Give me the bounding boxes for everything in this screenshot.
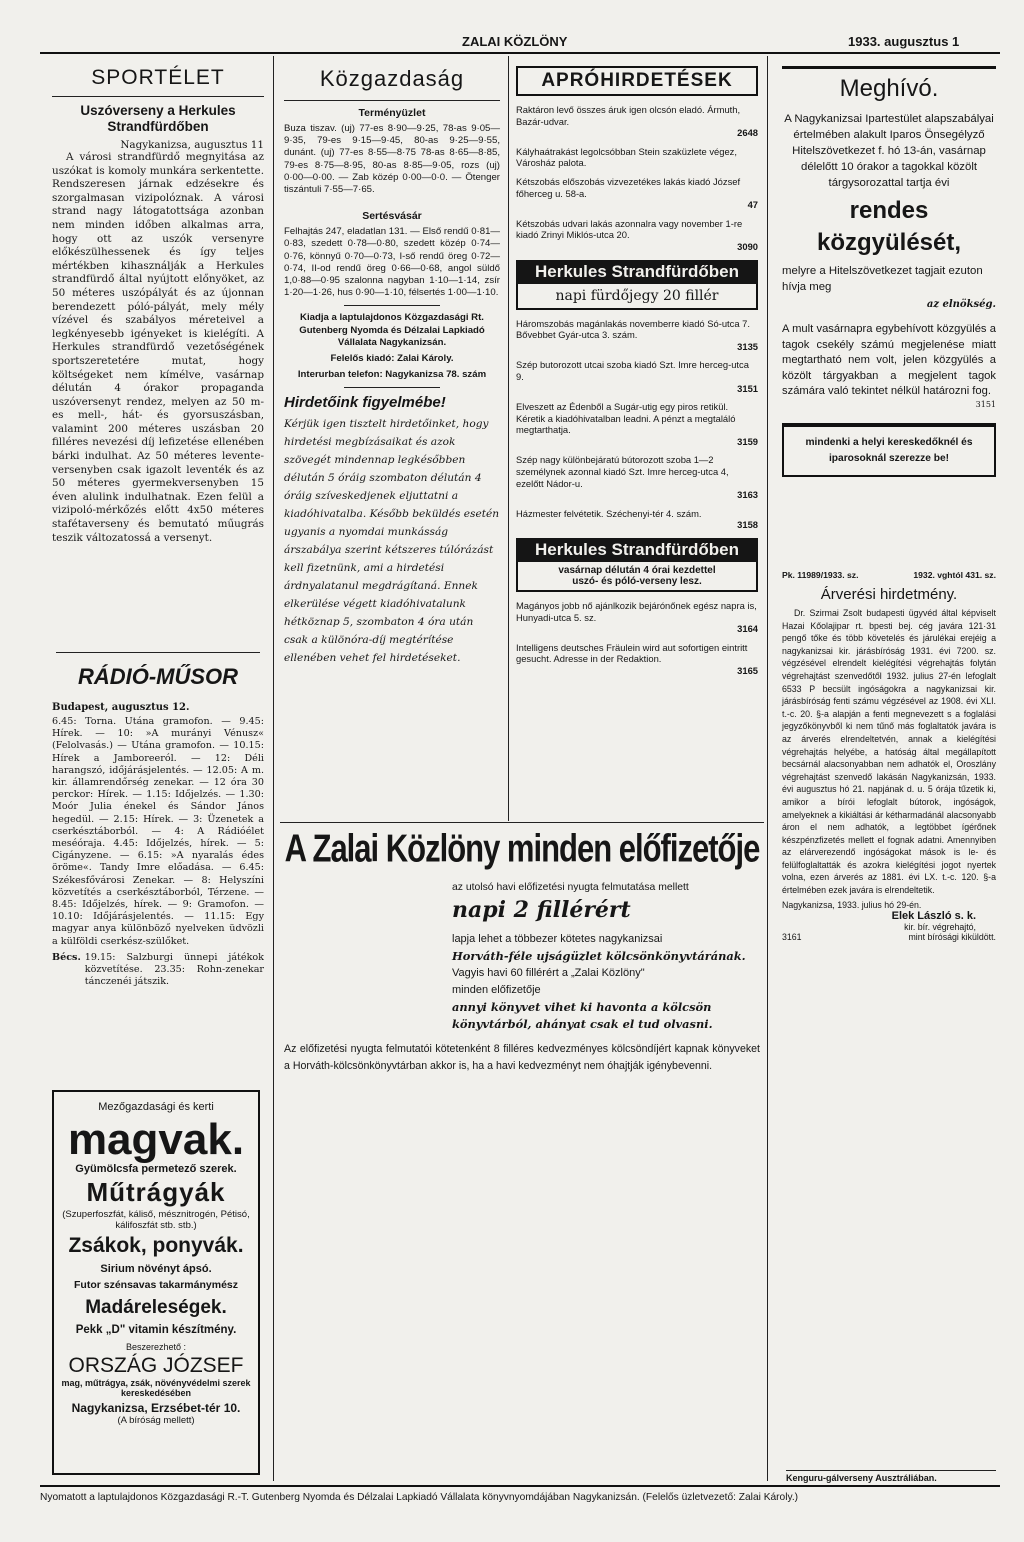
subscription-line: lapja lehet a többezer kötetes nagykanizsai (452, 933, 663, 945)
publisher: Kiadja a laptulajdonos Közgazdasági Rt. Gutenberg Nyomda és Délzalai Lapkiadó Vállalata Nagykanizsán. (299, 312, 485, 348)
issue-date: 1933. augusztus 1 (848, 34, 960, 49)
article-title: Uszóverseny a Herkules (80, 103, 236, 118)
kenguru-note: Kenguru-gálverseny Ausztráliában. (786, 1470, 996, 1483)
section-title: SPORTÉLET (91, 66, 225, 89)
imprint: Nyomatott a laptulajdonos Közgazdasági R.-T. Gutenberg Nyomda és Délzalai Lapkiadó Vállalata könyvnyomdájában Nagykanizsán. (Felelős üzletvezető: Zalai Károly.) (40, 1492, 799, 1503)
subscription-line: annyi könyvet vihet ki havonta a kölcsön könyvtárból, ahányat csak el tud olvasni. (452, 1000, 713, 1031)
program-text: 19.15: Salzburgi ünnepi játékok közvetítése. 23.35: Rohn-zenekar tánczenéi játszik. (84, 951, 264, 988)
divider (284, 100, 500, 101)
classified-ad: Magányos jobb nő ajánlkozik bejárónőnek egész napra is, Hunyadi-utca 5. sz. 3164 (516, 600, 758, 635)
signature: az elnökség. (926, 299, 996, 310)
classified-ad: Raktáron levő összes áruk igen olcsón eladó. Ármuth, Bazár-udvar. 2648 (516, 104, 758, 139)
ad-line: Sirium növényt ápsó. (100, 1263, 212, 1275)
classified-ad: Háromszobás magánlakás novemberre kiadó Só-utca 7. Bővebbet Gyár-utca 3. szám. 3135 (516, 317, 758, 352)
ad-headline: Zsákok, ponyvák. (68, 1234, 244, 1257)
meeting-notice (782, 66, 996, 485)
ad-line: Gyümölcsfa permetező szerek. (75, 1163, 237, 1175)
ad-line: Futor szénsavas takarmánymész (74, 1279, 238, 1291)
divider (344, 305, 440, 306)
subsection-title: Sertésvásár (362, 210, 422, 223)
classified-ad: Házmester felvétetik. Széchenyi-tér 4. szám. 3158 (516, 507, 758, 531)
ad-line: mag, műtrágya, zsák, növényvédelmi szerek kereskedésében (61, 1378, 251, 1398)
case-number: Pk. 11989/1933. sz. (782, 570, 859, 580)
column-rule (767, 56, 768, 1481)
running-head (0, 34, 1024, 50)
race-line: vasárnap délután 4 órai kezdettel (558, 565, 716, 577)
notice-body: melyre a Hitelszövetkezet tagjait ezuton hívja meg (782, 265, 983, 293)
herkules-race-box (516, 562, 758, 592)
divider (56, 652, 260, 653)
program-text: 6.45: Torna. Utána gramofon. — 9.45: Hírek. — 10: »A murányi Vénusz« (Felolvasás.) — Utána gramofon. — 10.15: Hírek a Jamboreeról. — 12: Déli harangszó, időjárásjelentés. — 12.05: A m. kir. államrendőrség zenekar. — 12 óra 30 perckor: Hírek. — 1.15: Időjelzés. — 1.30: Moór Julia énekel és Sándor János hegedül. — 2.15: Hírek. — 3: Üzenetek a cserkésztáborból. — 4: A Rádióélet meséóraja. 4.45: Időjelzés, hírek. — 5: Cigányzene. — 6.15: »A nyaralás édes öröme«. Tandy Imre előadása. — 6.45: Székesfővárosi Zenekar. — 8: Helyszíni közvetítés a cserkésztáborból, Térzene. — 8.45: Időjelzés, hírek. — 9: Gramofon. — 10.10: Időjárásjelentés. — 11.15: Egy magyar anya különböző nyelveken üdvözli a külföldi cserkész-szülőket. (52, 716, 264, 947)
classified-ad: Elveszett az Édenből a Sugár-utig egy piros retikül. Kéretik a kiadóhivatalban leadni. A pénzt a megtaláló megtarthatja. 3159 (516, 401, 758, 447)
divider (782, 66, 996, 69)
classified-ad: Intelligens deutsches Fräulein wird aut sofortigen eintritt gesucht. Adresse in der Redaktion. 3165 (516, 641, 758, 676)
signer: Elek László s. k. (891, 909, 976, 922)
notice-title: Hirdetőink figyelmébe! (284, 394, 446, 412)
ad-headline: Madáreleségek. (85, 1297, 227, 1318)
ad-headline: Műtrágyák (86, 1177, 226, 1207)
sport-section (52, 66, 264, 545)
subscription-headline: A Zalai Közlöny minden előfizetője (284, 826, 760, 871)
auction-title: Árverési hirdetmény. (820, 586, 958, 603)
newspaper-name: ZALAI KÖZLÖNY (462, 34, 568, 49)
ad-headline: ORSZÁG JÓZSEF (68, 1354, 244, 1377)
section-title: APRÓHIRDETÉSEK (516, 66, 758, 96)
herkules-ticket: napi fürdőjegy 20 fillér (516, 284, 758, 310)
ref-number: 3151 (975, 399, 996, 409)
auction-notice (782, 570, 996, 942)
divider (52, 96, 264, 97)
case-number: 1932. vghtól 431. sz. (913, 570, 996, 580)
section-title: RÁDIÓ-MŰSOR (77, 664, 239, 689)
boxed-notice: mindenki a helyi kereskedőknél és iparosoknál szerezze be! (782, 423, 996, 477)
divider (344, 387, 440, 388)
notice-body: Kérjük igen tisztelt hirdetőinket, hogy hirdetési megbízásaikat és azok szövegét mindennap legkésőbben délután 5 óráig szombaton délután 4 óráig szíveskedjenek eljuttatni a kiadóhivatalba. Később beküldés esetén ugyanis a nyomdai munkásság árszabálya szerint kétszeres túlórázást kell fizetnünk, ami a hirdetési árdnyalatanul megdrágítaná. Ennek elkerülése végett kiadóhivatalunk hétköznap 5, szombaton 4 óra után csak a különóra-díj megtérítése ellenében vehet fel hirdetéseket. (284, 418, 500, 665)
station-heading: Bécs. (52, 951, 81, 963)
place-date: Nagykanizsa, 1933. julius hó 29-én. (782, 899, 922, 910)
subscription-price: napi 2 fillérért (452, 897, 631, 923)
ad-line: Beszerezhető : (125, 1342, 187, 1352)
ad-line: (A bíróság mellett) (117, 1415, 195, 1426)
notice-headline: rendes közgyülését, (816, 197, 962, 256)
classifieds-section (516, 66, 758, 684)
seed-ad (52, 1090, 260, 1475)
radio-section (52, 664, 264, 988)
race-line: uszó- és póló-verseny lesz. (572, 576, 702, 588)
dateline: Nagykanizsa, augusztus 11 (120, 139, 264, 151)
ad-headline: magvak. (67, 1115, 245, 1164)
signer-title: mint bírósági kiküldött. (908, 931, 996, 942)
column-rule (273, 56, 274, 1481)
subscription-line: Vagyis havi 60 fillérért a „Zalai Közlöny" (452, 967, 645, 979)
bottom-rule (40, 1485, 1000, 1487)
top-rule (40, 52, 1000, 54)
ad-line: Nagykanizsa, Erzsébet-tér 10. (71, 1401, 241, 1415)
herkules-banner: Herkules Strandfürdőben (516, 260, 758, 284)
subscription-line: minden előfizetője (452, 984, 541, 996)
subscription-bottom: Az előfizetési nyugta felmutatói kötetenként 8 filléres kedvezményes kölcsöndíjért kapnak könyveket a Horváth-kölcsönkönyvtárban akkor is, ha a havi kedvezményt nem óhajtják igénybevenni. (284, 1043, 760, 1072)
subscription-ad (280, 824, 764, 1075)
notice-title: Meghívó. (839, 75, 939, 102)
station-heading: Budapest, augusztus 12. (52, 702, 190, 713)
section-title: Közgazdaság (319, 66, 465, 91)
notice-note: A mult vasárnapra egybehívott közgyülés a tagok csekély számú megjelenése miatt megtartható nem volt, jelen közgyülés a közölt tárgyakban a megjelent tagok számára való tekintet nélkül határozni fog. (782, 323, 996, 397)
classified-ad: Szép nagy különbejáratú bútorozott szoba 1—2 személynek azonnal kiadó Szt. Imre herceg-utca 4, ezelőtt Nádor-u. 3163 (516, 454, 758, 501)
subscription-line: Horváth-féle ujságüzlet kölcsönkönyvtárának. (452, 949, 746, 963)
divider (280, 822, 764, 823)
classified-ad: Kétszobás előszobás vizvezetékes lakás kiadó József főherceg u. 58-a. 47 (516, 175, 758, 211)
signer-title: kir. bír. végrehajtó, (904, 921, 976, 932)
economy-section (284, 66, 500, 667)
classified-ad: Kétszobás udvari lakás azonnalra vagy november 1-re kiadó Zrinyi Miklós-utca 20. 3090 (516, 217, 758, 252)
subscription-line: az utolsó havi előfizetési nyugta felmutatása mellett (452, 882, 689, 893)
subsection-title: Terményüzlet (358, 107, 426, 119)
herkules-banner: Herkules Strandfürdőben (516, 538, 758, 562)
grain-prices: Buza tiszav. (uj) 77-es 8·90—9·25, 78-as 9·05—9·35, 79-es 9·15—9·45, 80-as 9·25—9·55, dunánt. (uj) 77-es 8·55—8·75 78-as 8·65—8·85, 79-es 8·75—8·95, 80-as 8·85—9·05, rozs (uj) 0·00—0·00. — Zab közép 0·00—0·0. — Ötenger tiszántuli 7·55—7·65. (284, 123, 500, 196)
ad-line: (Szuperfoszfát, káliső, mésznitrogén, Pétisó, kálifoszfát stb. stb.) (62, 1209, 250, 1231)
article-title: Strandfürdőben (107, 119, 209, 134)
ref-number: 3161 (782, 931, 802, 942)
phone: Interurban telefon: Nagykanizsa 78. szám (297, 369, 487, 381)
editor: Felelős kiadó: Zalai Károly. (330, 353, 454, 365)
classified-ad: Szép butorozott utcai szoba kiadó Szt. Imre herceg-utca 9. 3151 (516, 359, 758, 394)
ad-line: Pekk „D" vitamin készítmény. (75, 1324, 237, 1336)
ad-line: Mezőgazdasági és kerti (98, 1101, 214, 1113)
notice-body: A Nagykanizsai Ipartestület alapszabályai értelmében alakult Iparos Önsegélyző Hitelszövetkezet f. hó 13-án, vasárnap délelőtt 10 órakor a tagokkal közölt tárgysorozattal tartja évi (784, 113, 994, 189)
classified-ad: Kályhaátrakást legolcsóbban Stein szaküzlete végez, Városház palota. (516, 145, 737, 169)
auction-body: Dr. Szirmai Zsolt budapesti ügyvéd által képviselt Hazai Kőolajipar rt. bpesti bej. cég javára 121·31 pengő tőke és több követelés és járulékai erejéig a nagykanizsai kir. járásbíróság 1931. évi 7200. sz. végzésével elrendelt kielégítési végrehajtás folytán végrehajtást szenvedőtől 1932. julius 27-én lefoglalt 6533 P becsült ingóságokra a nagykanizsai kir. járásbíróság fenti számu végzésével az 1908. évi XLI. t.-c. 20. §-a alapján a fenti megnevezett s a foglalási jegyzőkönyvből ki nem tűnő más foglaltatók javára is az árverés elrendeltetvén, annak a kielégítési végrehajtás helyébe, a hatóság által megállapított becsárnál alacsonyabban nem adhatók el, Oroszlány végrehajtást szenvedő lakásán Nagykanizsán, 1933. évi augusztus hó 21. napjának d. u. 5 órája tűzetik ki, amikor a bírói lefoglalt bútorok, ingóságok, amelyeknek a kikiáltási ár kétharmadánál alacsonyabb áron el nem adhatók, a legtöbbet ígérőnek készpénzfizetés mellett el fognak adatni. Amennyiben az elárverezendő ingóságokat mások is le- és felülfoglaltatták és azokra kielégítési jogot nyertek volna, ezen árverés az 1881. évi LX. t.-c. 120. §-a értelmében ezek javára is elrendeltetik. (782, 608, 996, 896)
article-body: A városi strandfürdő megnyitása az uszókat is komoly munkára serkentette. Rendszeresen járnak edzésekre és szorgalmasan vizipolóznak. A városi strand nagy látogatottsága azonban nem minden időben alkalmas arra, hogy ott az uszók versenyre előkészülhessenek és így teljes mértékben kihasználják a Herkules strandfürdő által nyújtott előnyöket, az 50 méteres uszópályát és az újonnan berendezett póló-pályát, mely mély vízével és szabályos méreteivel a legkényesebb igényeket is kielégíti. A Herkules strandfürdő vezetőségének sportszeretetére mutat, hogy költségeket nem kímélve, vasárnap délután 4 órakor propaganda uszóversenyt rendez, melyen az 50 m-es mell-, hát- és gyorsuszásban, valamint 200 méteres uszásban 20 filléres nevezési díj lefizetése ellenében bárki indulhat. Az 50 méteres levente-versenyben csak igazolt leventék és az 50 méteres gyermekversenyben 15 éven alulink indulhatnak. Ezen felül a vizipoló-mérkőzés előtt 4x50 méteres stafétaverseny és bemutató műugrás teszik változatossá a versenyt. (52, 151, 264, 544)
pig-market: Felhajtás 247, eladatlan 131. — Első rendű 0·81—0·83, szedett 0·78—0·80, szedett közép 0·74—0·76, könnyű 0·70—0·73, I-ső rendű öreg 0·72—0·74, II-od rendű öreg 0·66—0·68, angol süldő 1,0·88—0·95 szalonna nagyban 1·10—1·14, zsír 1·20—1·26, hus 0·90—1·10, félsertés 1·00—1·10. (284, 226, 500, 299)
column-rule (508, 56, 509, 821)
